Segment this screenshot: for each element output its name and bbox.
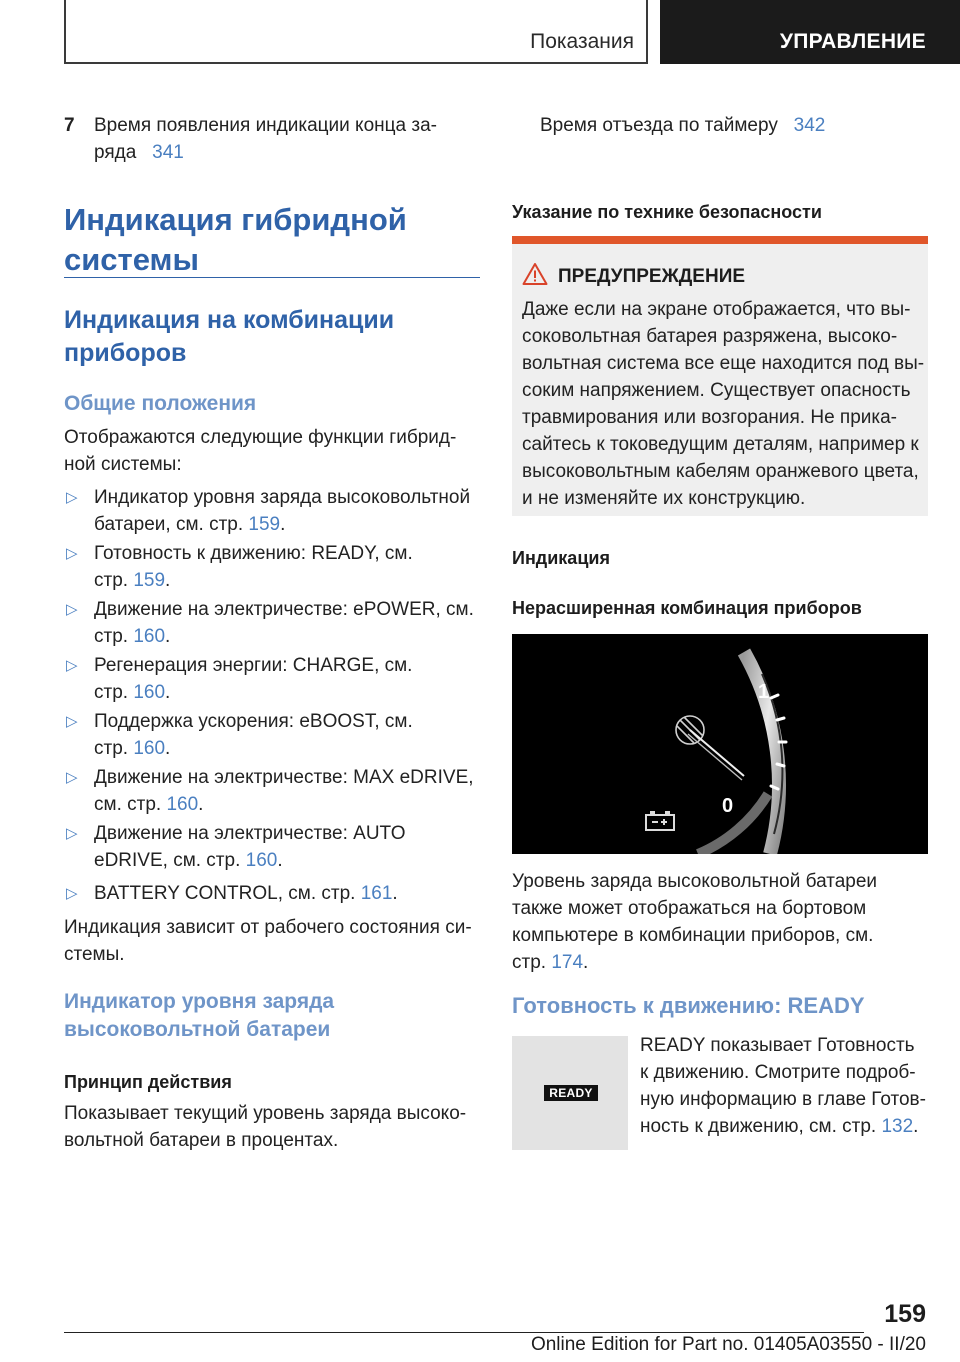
ref-342-link[interactable]: 342 <box>793 115 826 136</box>
battery-gauge-graphic <box>512 634 928 854</box>
gauge-label-one: 1 <box>758 681 770 703</box>
header-section-label: Показания <box>530 30 634 53</box>
list-item: ▷ Поддержка ускорения: eBOOST, см. стр. 160. <box>64 708 484 762</box>
ref-160-link[interactable]: 160 <box>166 794 199 815</box>
warning-text: Даже если на экране отображается, что вы- соковольтная батарея разряжена, высоко- вольтная система все еще находится под вы- соким напряжением. Существует опасность травмирования или возгорания. Не прика- сайтесь к токоведущим деталям, например к высоковольтным кабелям оранжевого цвета, и не изменяйте их конструкцию. <box>522 299 925 509</box>
ref-341-link[interactable]: 341 <box>152 142 184 163</box>
principle-text: Показывает текущий уровень заряда высоко- вольтной батареи в процентах. <box>64 1103 467 1151</box>
general-heading: Общие положения <box>64 392 257 415</box>
ready-text: READY показывает Готовность к движению. Смотрите подроб- ную информацию в главе Готов- ность к движению, см. стр. 132. <box>640 1035 926 1137</box>
triangle-bullet-icon: ▷ <box>66 601 78 618</box>
title-divider <box>64 277 480 278</box>
triangle-bullet-icon: ▷ <box>66 545 78 562</box>
triangle-bullet-icon: ▷ <box>66 713 78 730</box>
header-section-tab <box>64 0 648 64</box>
list-item: ▷ Индикатор уровня заряда высоковольтной батареи, см. стр. 159. <box>64 484 484 538</box>
ready-indicator-image <box>512 1036 628 1150</box>
warning-title: ПРЕДУПРЕЖДЕНИЕ <box>558 266 746 287</box>
section-heading-cluster: Индикация на комбинации приборов <box>64 306 395 367</box>
ready-badge: READY <box>544 1085 598 1101</box>
ready-heading: Готовность к движению: READY <box>512 993 865 1018</box>
level-text: Уровень заряда высоковольтной батареи также может отображаться на бортовом компьютере в комбинации приборов, см. стр. 174. <box>512 871 878 973</box>
ref-132-link[interactable]: 132 <box>881 1116 914 1137</box>
warning-triangle-icon <box>522 262 548 286</box>
depends-text: Индикация зависит от рабочего состояния си- стемы. <box>64 917 472 965</box>
item-7-number: 7 <box>64 115 75 136</box>
warning-bar <box>512 236 928 244</box>
list-item: ▷ Готовность к движению: READY, см. стр. 159. <box>64 540 484 594</box>
list-item: ▷ Регенерация энергии: CHARGE, см. стр. 160. <box>64 652 484 706</box>
ref-160-link[interactable]: 160 <box>133 738 166 759</box>
ref-174-link[interactable]: 174 <box>551 952 584 973</box>
triangle-bullet-icon: ▷ <box>66 769 78 786</box>
footer-edition: Online Edition for Part no. 01405A03550 - II/20 <box>530 1334 926 1355</box>
battery-gauge-image <box>512 634 928 854</box>
list-item: ▷ Движение на электричестве: ePOWER, см. стр. 160. <box>64 596 484 650</box>
battery-level-heading: Индикатор уровня заряда высоковольтной батареи <box>64 990 335 1041</box>
battery-icon <box>646 811 674 830</box>
triangle-bullet-icon: ▷ <box>66 489 78 506</box>
display-heading: Индикация <box>512 548 610 568</box>
gauge-label-zero: 0 <box>722 795 734 817</box>
ref-160-link[interactable]: 160 <box>133 682 166 703</box>
ref-161-link[interactable]: 161 <box>360 883 393 904</box>
ref-160-link[interactable]: 160 <box>133 626 166 647</box>
general-text: Отображаются следующие функции гибрид- ной системы: <box>64 427 457 475</box>
list-item: ▷ Движение на электричестве: MAX eDRIVE, см. стр. 160. <box>64 764 484 818</box>
item-7-line2: ряда 341 <box>94 142 184 163</box>
triangle-bullet-icon: ▷ <box>66 825 78 842</box>
item-7-text: Время появления индикации конца за- ряда 341 <box>94 112 484 166</box>
list-item: ▷ Движение на электричестве: AUTO eDRIVE, см. стр. 160. <box>64 820 484 874</box>
cluster-heading: Нерасширенная комбинация приборов <box>512 598 862 618</box>
safety-heading: Указание по технике безопасности <box>512 202 822 222</box>
triangle-bullet-icon: ▷ <box>66 657 78 674</box>
ref-159-link[interactable]: 159 <box>248 514 281 535</box>
page-title: Индикация гибридной системы <box>64 202 407 277</box>
page-number: 159 <box>884 1300 926 1328</box>
header-chapter-label: УПРАВЛЕНИЕ <box>779 30 926 53</box>
ref-160-link[interactable]: 160 <box>245 850 278 871</box>
ref-159-link[interactable]: 159 <box>133 570 166 591</box>
list-item: ▷ BATTERY CONTROL, см. стр. 161. <box>64 880 484 907</box>
triangle-bullet-icon: ▷ <box>66 885 78 902</box>
timer-text: Время отъезда по таймеру 342 <box>540 115 826 136</box>
principle-heading: Принцип действия <box>64 1072 232 1092</box>
header-chapter-tab <box>660 0 960 64</box>
